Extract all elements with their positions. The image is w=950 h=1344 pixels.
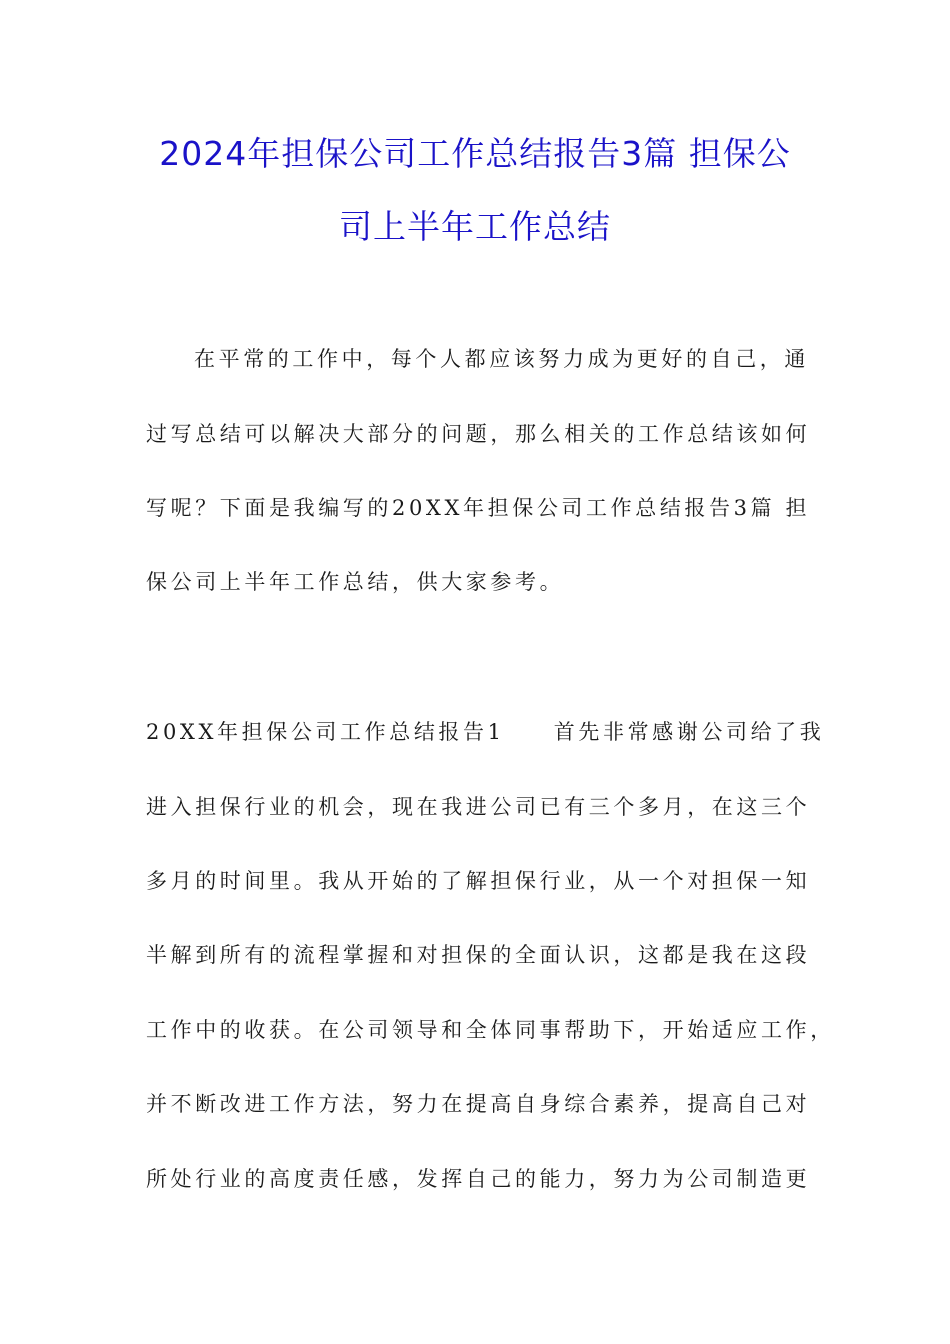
section-1-line: 工作中的收获。在公司领导和全体同事帮助下，开始适应工作， xyxy=(146,1018,835,1042)
document-title-line-1: 2024年担保公司工作总结报告3篇 担保公 xyxy=(159,134,791,173)
section-1-line: 进入担保行业的机会，现在我进公司已有三个多月，在这三个 xyxy=(146,795,811,819)
section-1-line: 所处行业的高度责任感，发挥自己的能力，努力为公司制造更 xyxy=(146,1167,811,1191)
section-1-line: 半解到所有的流程掌握和对担保的全面认识，这都是我在这段 xyxy=(146,943,811,967)
section-1-line: 并不断改进工作方法，努力在提高自身综合素养，提高自己对 xyxy=(146,1092,811,1116)
intro-paragraph-line: 在平常的工作中，每个人都应该努力成为更好的自己，通 xyxy=(194,347,809,371)
intro-paragraph-line: 过写总结可以解决大部分的问题，那么相关的工作总结该如何 xyxy=(146,422,811,446)
intro-paragraph-line: 写呢？下面是我编写的20XX年担保公司工作总结报告3篇 担 xyxy=(146,496,811,520)
section-1-line: 20XX年担保公司工作总结报告1 首先非常感谢公司给了我 xyxy=(146,720,825,744)
section-1-line: 多月的时间里。我从开始的了解担保行业，从一个对担保一知 xyxy=(146,869,811,893)
document-title-line-2: 司上半年工作总结 xyxy=(339,207,611,246)
intro-paragraph-line: 保公司上半年工作总结，供大家参考。 xyxy=(146,570,565,594)
